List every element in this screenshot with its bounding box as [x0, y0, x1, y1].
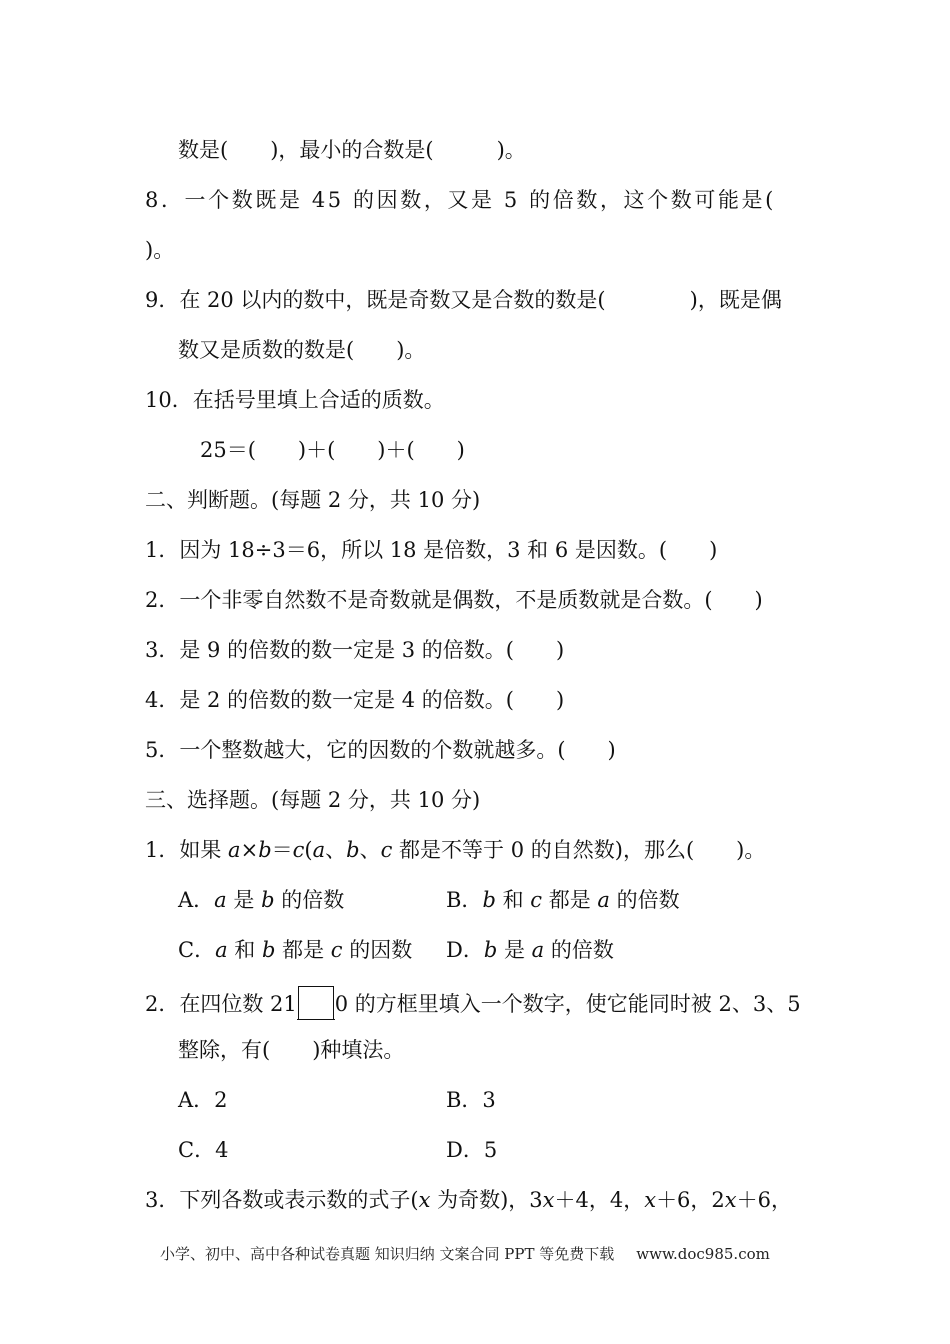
text: 和 — [495, 888, 531, 912]
var-c: c — [530, 888, 543, 912]
text: 3．下列各数或表示数的式子( — [145, 1188, 419, 1212]
choice-question-2-option-b: B．3 — [446, 1088, 496, 1112]
text: 都是 — [542, 888, 598, 912]
text: ＋6， — [736, 1188, 793, 1212]
var-a: a — [312, 838, 326, 862]
text: 的倍数 — [274, 888, 345, 912]
line-prev-question-tail: 数是( )，最小的合数是( )。 — [178, 138, 526, 162]
choice-question-1 — [145, 836, 765, 864]
question-9-cont: 数又是质数的数是( )。 — [178, 338, 426, 362]
var-b: b — [483, 938, 498, 962]
var-a: a — [228, 838, 241, 862]
text: 的因数 — [342, 938, 413, 962]
text: 2．在四位数 21 — [145, 992, 297, 1016]
question-9: 9．在 20 以内的数中，既是奇数又是合数的数是( )，既是偶 — [145, 288, 782, 312]
footer-text: 小学、初中、高中各种试卷真题 知识归纳 文案合同 PPT 等免费下载 — [160, 1245, 615, 1263]
blank-digit-box — [298, 986, 334, 1019]
text: ＋4，4， — [554, 1188, 645, 1212]
question-8-cont: )。 — [145, 238, 175, 262]
footer-url[interactable]: www.doc985.com — [636, 1245, 770, 1263]
text: ＝ — [271, 838, 293, 862]
choice-question-2 — [145, 986, 801, 1019]
text: 是 — [226, 888, 262, 912]
question-10-equation: 25＝( )＋( )＋( ) — [200, 438, 465, 462]
option-letter: D． — [446, 938, 484, 962]
text: × — [240, 838, 259, 862]
section-2-title: 二、判断题。(每题 2 分，共 10 分) — [145, 488, 481, 512]
judge-question-5: 5．一个整数越大，它的因数的个数就越多。( ) — [145, 738, 616, 762]
var-b: b — [482, 888, 496, 912]
text: 和 — [227, 938, 262, 962]
var-a: a — [597, 888, 610, 912]
var-b: b — [261, 938, 276, 962]
text: 1．如果 — [145, 838, 229, 862]
var-x: x — [542, 1188, 555, 1212]
question-8: 8．一个数既是 45 的因数，又是 5 的倍数，这个数可能是( — [145, 188, 776, 212]
text: 都是不等于 0 的自然数)，那么( )。 — [392, 838, 766, 862]
var-a: a — [531, 938, 545, 962]
var-c: c — [292, 838, 305, 862]
var-b: b — [346, 838, 360, 862]
choice-question-1-option-a — [178, 886, 344, 914]
choice-question-2-cont: 整除，有( )种填法。 — [178, 1038, 405, 1062]
var-x: x — [644, 1188, 657, 1212]
var-c: c — [380, 838, 393, 862]
text: ＋6，2 — [656, 1188, 725, 1212]
var-b: b — [261, 888, 275, 912]
text: 的倍数 — [609, 888, 680, 912]
judge-question-3: 3．是 9 的倍数的数一定是 3 的倍数。( ) — [145, 638, 565, 662]
choice-question-1-option-d — [446, 936, 614, 964]
option-letter: A． — [178, 888, 215, 912]
option-letter: B． — [446, 888, 483, 912]
var-a: a — [215, 938, 228, 962]
choice-question-1-option-b — [446, 886, 680, 914]
text: 、 — [359, 838, 381, 862]
text: 都是 — [275, 938, 331, 962]
var-a: a — [214, 888, 227, 912]
judge-question-2: 2．一个非零自然数不是奇数就是偶数，不是质数就是合数。( ) — [145, 588, 763, 612]
judge-question-4: 4．是 2 的倍数的数一定是 4 的倍数。( ) — [145, 688, 565, 712]
text: 0 的方框里填入一个数字，使它能同时被 2、3、5 — [334, 992, 801, 1016]
text: 、 — [325, 838, 347, 862]
page-footer — [160, 1243, 770, 1265]
choice-question-2-option-d: D．5 — [446, 1138, 498, 1162]
choice-question-2-option-c: C．4 — [178, 1138, 229, 1162]
choice-question-2-option-a: A．2 — [178, 1088, 228, 1112]
question-10: 10．在括号里填上合适的质数。 — [145, 388, 445, 412]
var-c: c — [330, 938, 343, 962]
text: 为奇数)，3 — [430, 1188, 543, 1212]
text: 的倍数 — [544, 938, 614, 962]
text: ( — [304, 838, 313, 862]
var-x: x — [724, 1188, 737, 1212]
var-b: b — [258, 838, 272, 862]
choice-question-1-option-c — [178, 936, 412, 964]
option-letter: C． — [178, 938, 216, 962]
choice-question-3 — [145, 1186, 792, 1214]
judge-question-1: 1．因为 18÷3＝6，所以 18 是倍数，3 和 6 是因数。( ) — [145, 538, 718, 562]
section-3-title: 三、选择题。(每题 2 分，共 10 分) — [145, 788, 481, 812]
text: 是 — [497, 938, 532, 962]
var-x: x — [418, 1188, 431, 1212]
